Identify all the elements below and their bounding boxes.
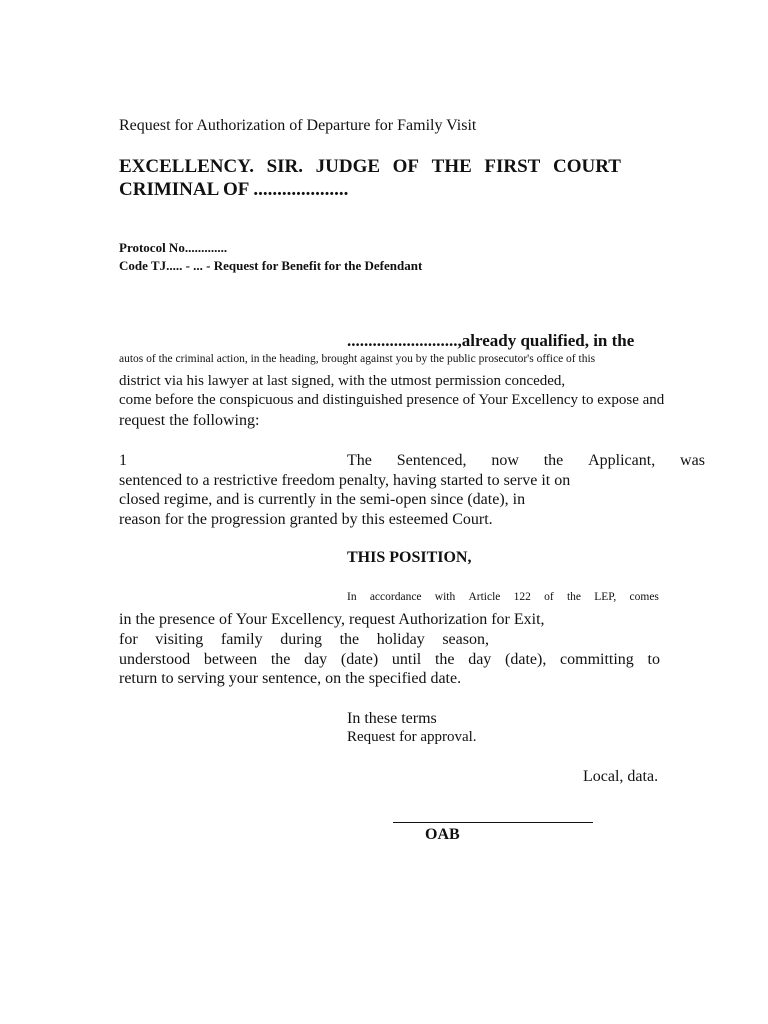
- intro-line-2: autos of the criminal action, in the heading, brought against you by the public prosecutor's office of this: [119, 353, 596, 365]
- addressee-block: [119, 155, 621, 201]
- position-line-4-word: the: [434, 651, 455, 668]
- position-line-4: [119, 651, 660, 669]
- item-1-number: 1: [119, 452, 127, 469]
- closing-approval: Request for approval.: [347, 729, 477, 745]
- protocol-block: [119, 239, 422, 275]
- position-line-5: return to serving your sentence, on the specified date.: [119, 670, 462, 687]
- position-heading: THIS POSITION,: [347, 549, 472, 566]
- position-line-4-word: between: [203, 651, 258, 668]
- position-line-1: [347, 591, 659, 603]
- item-1-line-1-word: now: [491, 452, 519, 469]
- item-1-line-4: reason for the progression granted by this esteemed Court.: [119, 511, 493, 528]
- document-subject: Request for Authorization of Departure for Family Visit: [119, 117, 477, 134]
- addressee-line-1-word: EXCELLENCY.: [119, 156, 254, 177]
- item-1-line-1-word: Sentenced,: [396, 452, 467, 469]
- protocol-code: Code TJ..... - ... - Request for Benefit for the Defendant: [119, 258, 423, 273]
- position-line-1-word: comes: [629, 591, 659, 603]
- position-line-1-word: accordance: [369, 591, 422, 603]
- intro-line-3: district via his lawyer at last signed, with the utmost permission conceded,: [119, 373, 566, 389]
- position-line-4-word: (date): [340, 651, 379, 668]
- addressee-line-1-word: JUDGE: [315, 156, 381, 177]
- position-line-3-word: during: [280, 631, 322, 648]
- position-line-3: [119, 631, 489, 649]
- intro-qualified: ..........................,already qualified, in the: [347, 331, 635, 350]
- item-1-line-1: [347, 452, 705, 470]
- position-line-3-word: holiday: [376, 631, 425, 648]
- item-1-line-1-word: was: [680, 452, 705, 469]
- position-line-1-word: the: [566, 591, 582, 603]
- item-1-line-1-word: The: [347, 452, 372, 469]
- position-line-3-word: family: [220, 631, 263, 648]
- item-1-line-2: sentenced to a restrictive freedom penalty, having started to serve it on: [119, 472, 571, 489]
- closing-terms: In these terms: [347, 710, 437, 727]
- item-1-line-3: closed regime, and is currently in the semi-open since (date), in: [119, 491, 526, 508]
- position-line-4-word: (date),: [505, 651, 547, 668]
- intro-line-5: request the following:: [119, 412, 260, 429]
- position-line-4-word: to: [647, 651, 660, 668]
- position-line-1-word: with: [434, 591, 456, 603]
- position-line-3-word: for: [119, 631, 138, 648]
- addressee-line-1: [119, 155, 621, 178]
- position-line-3-word: the: [339, 631, 360, 648]
- item-1-line-1-word: the: [543, 452, 564, 469]
- position-line-1-word: LEP,: [594, 591, 617, 603]
- position-line-4-word: day: [468, 651, 492, 668]
- position-line-4-word: until: [391, 651, 422, 668]
- addressee-line-2: CRIMINAL OF ....................: [119, 179, 349, 200]
- addressee-line-1-word: THE: [431, 156, 472, 177]
- position-line-1-word: 122: [513, 591, 531, 603]
- position-line-2: in the presence of Your Excellency, request Authorization for Exit,: [119, 611, 545, 628]
- intro-line-4: come before the conspicuous and distinguished presence of Your Excellency to expose and: [119, 392, 665, 408]
- item-1-line-1-word: Applicant,: [588, 452, 656, 469]
- signature-oab: OAB: [425, 826, 460, 843]
- position-line-1-word: Article: [468, 591, 501, 603]
- addressee-line-1-word: FIRST: [484, 156, 541, 177]
- position-line-4-word: committing: [560, 651, 634, 668]
- position-line-4-word: understood: [119, 651, 191, 668]
- position-line-3-word: visiting: [155, 631, 204, 648]
- position-line-3-word: season,: [442, 631, 489, 648]
- signature-line: [393, 822, 593, 823]
- protocol-number: Protocol No.............: [119, 240, 228, 255]
- position-line-1-word: In: [347, 591, 357, 603]
- position-line-4-word: day: [304, 651, 328, 668]
- addressee-line-1-word: COURT: [552, 156, 621, 177]
- addressee-line-1-word: OF: [392, 156, 420, 177]
- closing-place-date: Local, data.: [583, 768, 659, 785]
- position-line-1-word: of: [544, 591, 554, 603]
- addressee-line-1-word: SIR.: [266, 156, 304, 177]
- position-line-4-word: the: [270, 651, 291, 668]
